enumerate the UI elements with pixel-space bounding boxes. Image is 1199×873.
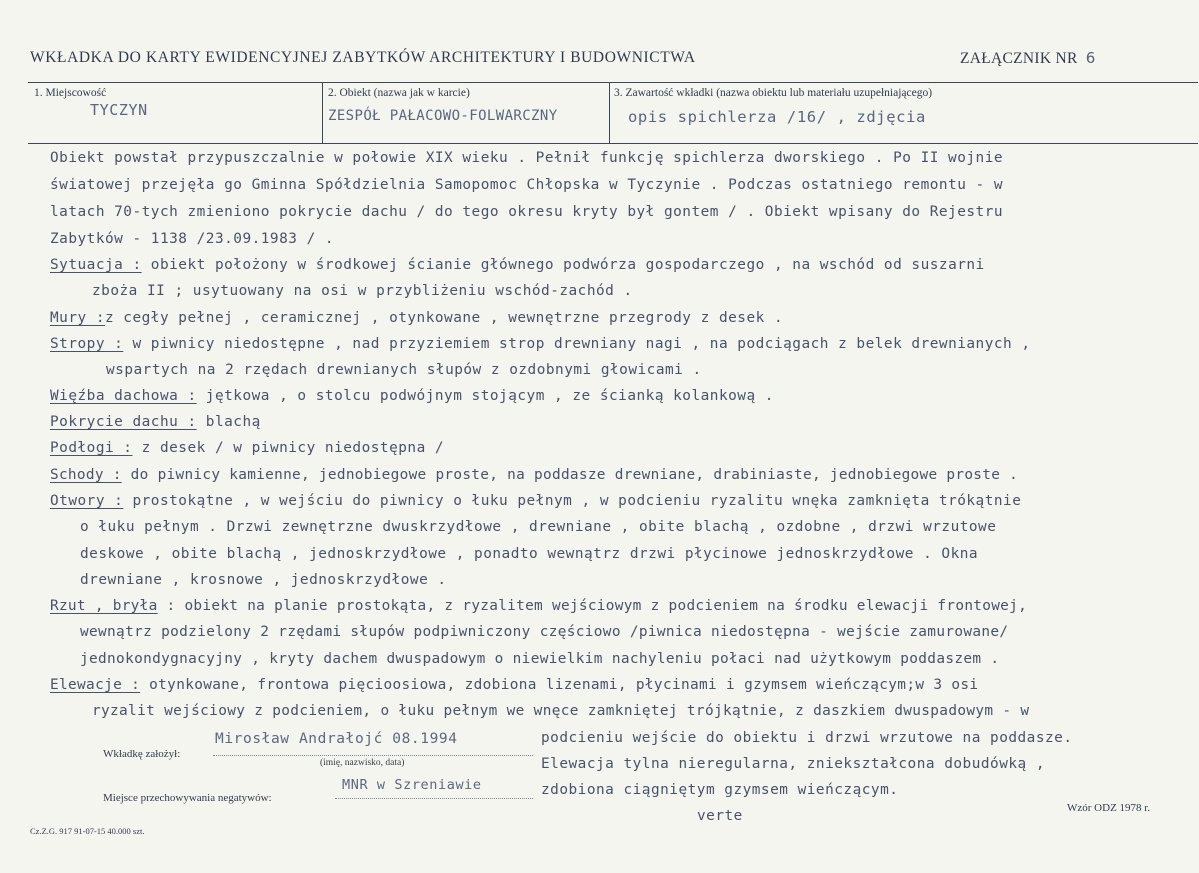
stropy-heading: Stropy : [50, 336, 124, 352]
section-wiezba [50, 388, 774, 404]
otwory-text: o łuku pełnym . Drzwi zewnętrzne dwuskrzydłowe , drewniane , obite blachą , ozdobne , drzwi wrzutowe [80, 519, 997, 535]
otwory-heading: Otwory : [50, 493, 124, 509]
mury-heading: Mury : [50, 310, 105, 326]
author-label: Wkładkę założył: [103, 748, 181, 760]
object-label: 2. Obiekt (nazwa jak w karcie) [328, 87, 470, 99]
podlogi-heading: Podłogi : [50, 440, 133, 456]
intro-line: latach 70-tych zmieniono pokrycie dachu / do tego okresu kryty był gontem / . Obiekt wpisany do Rejestru [50, 204, 1004, 220]
field-divider [609, 82, 610, 143]
wiezba-heading: Więźba dachowa : [50, 388, 197, 404]
otwory-text: drewniane , krosnowe , jednoskrzydłowe . [80, 572, 447, 588]
rzut-text: jednokondygnacyjny , kryty dachem dwuspadowym o niewielkim nachyleniu połaci nad użytkowym poddaszem . [80, 651, 1000, 667]
form-model: Wzór ODZ 1978 r. [1067, 802, 1151, 814]
print-info: Cz.Z.G. 917 91-07-15 40.000 szt. [30, 826, 145, 836]
attachment-number: 6 [1085, 49, 1096, 67]
elewacje-text: ryzalit wejściowy z podcieniem, o łuku pełnym we wnęce zamkniętej trójkątnie, z daszkiem dwuspadowym - w [92, 703, 1030, 719]
section-podlogi [50, 440, 444, 456]
storage-label: Miejsce przechowywania negatywów: [103, 792, 272, 804]
sytuacja-text: obiekt położony w środkowej ścianie głównego podwórza gospodarczego , na wschód od suszarni [141, 257, 985, 273]
form-title: WKŁADKA DO KARTY EWIDENCYJNEJ ZABYTKÓW ARCHITEKTURY I BUDOWNICTWA [30, 49, 696, 66]
object-value: ZESPÓŁ PAŁACOWO-FOLWARCZNY [328, 108, 558, 124]
section-pokrycie [50, 414, 261, 430]
section-mury [50, 310, 783, 326]
schody-heading: Schody : [50, 467, 122, 483]
stropy-text: w piwnicy niedostępne , nad przyziemiem strop drewniany nagi , na podciągach z belek drewnianych , [123, 336, 1031, 352]
attachment-label [960, 49, 1096, 68]
section-sytuacja [50, 257, 985, 273]
section-schody [50, 467, 1018, 483]
intro-line: Zabytków - 1138 /23.09.1983 / . [50, 231, 335, 247]
otwory-text: deskowe , obite blachą , jednoskrzydłowe , ponadto wewnątrz drzwi płycinowe jednoskrzydłowe . Okna [80, 546, 979, 562]
rzut-text: wewnątrz podzielony 2 rzędami słupów podpiwniczony częściowo /piwnica niedostępna - wejście zamurowane/ [80, 624, 1009, 640]
storage-line [335, 798, 533, 799]
verte-note: verte [697, 808, 743, 824]
locality-label: 1. Miejscowość [34, 87, 107, 99]
section-otwory [50, 493, 1021, 509]
stropy-text: wspartych na 2 rzędach drewnianych słupów z ozdobnymi głowicami . [106, 362, 702, 378]
elewacje-text: podcieniu wejście do obiektu i drzwi wrzutowe na poddasze. [541, 730, 1073, 746]
otwory-text: prostokątne , w wejściu do piwnicy o łuku pełnym , w podcieniu ryzalitu wnęka zamknięta trókątnie [123, 493, 1022, 509]
pokrycie-heading: Pokrycie dachu : [50, 414, 197, 430]
elewacje-heading: Elewacje : [50, 677, 141, 693]
author-hint: (imię, nazwisko, data) [320, 758, 405, 768]
author-line [213, 755, 533, 756]
schody-text: do piwnicy kamienne, jednobiegowe proste, na poddasze drewniane, drabiniaste, jednobiegowe proste . [121, 467, 1019, 483]
rzut-heading: Rzut , bryła [50, 598, 158, 614]
pokrycie-text: blachą [196, 414, 261, 430]
sytuacja-text: zboża II ; usytuowany na osi w przybliżeniu wschód-zachód . [92, 283, 633, 299]
field-divider [322, 82, 323, 143]
mury-text: z cegły pełnej , ceramicznej , otynkowane , wewnętrzne przegrody z desek . [104, 310, 784, 326]
section-rzut [50, 598, 1027, 614]
storage-value: MNR w Szreniawie [342, 777, 482, 793]
locality-value: TYCZYN [90, 101, 148, 119]
section-elewacje [50, 677, 978, 693]
intro-line: Obiekt powstał przypuszczalnie w połowie XIX wieku . Pełnił funkcję spichlerza dworskiego . Po II wojnie [50, 150, 1004, 166]
wiezba-text: jętkowa , o stolcu podwójnym stojącym , ze ścianką kolankową . [196, 388, 774, 404]
elewacje-text: Elewacja tylna nieregularna, zniekształcona dobudówką , [541, 756, 1046, 772]
rzut-text: : obiekt na planie prostokąta, z ryzalitem wejściowym z podcieniem na środku elewacji frontowej, [157, 598, 1028, 614]
attachment-label-text: ZAŁĄCZNIK NR [960, 50, 1078, 67]
contents-value: opis spichlerza /16/ , zdjęcia [628, 108, 926, 126]
intro-line: światowej przejęła go Gminna Spółdzielnia Samopomoc Chłopska w Tyczynie . Podczas ostatniego remontu - w [50, 177, 1004, 193]
elewacje-text: otynkowane, frontowa pięcioosiowa, zdobiona lizenami, płycinami i gzymsem wieńczącym;w 3 osi [140, 677, 979, 693]
elewacje-text: zdobiona ciągniętym gzymsem wieńczącym. [541, 782, 899, 798]
sytuacja-heading: Sytuacja : [50, 257, 142, 273]
author-value: Mirosław Andrałojć 08.1994 [215, 731, 458, 747]
contents-label: 3. Zawartość wkładki (nazwa obiektu lub materiału uzupełniającego) [614, 87, 933, 99]
podlogi-text: z desek / w piwnicy niedostępna / [132, 440, 445, 456]
fields-box [28, 82, 1198, 144]
section-stropy [50, 336, 1031, 352]
